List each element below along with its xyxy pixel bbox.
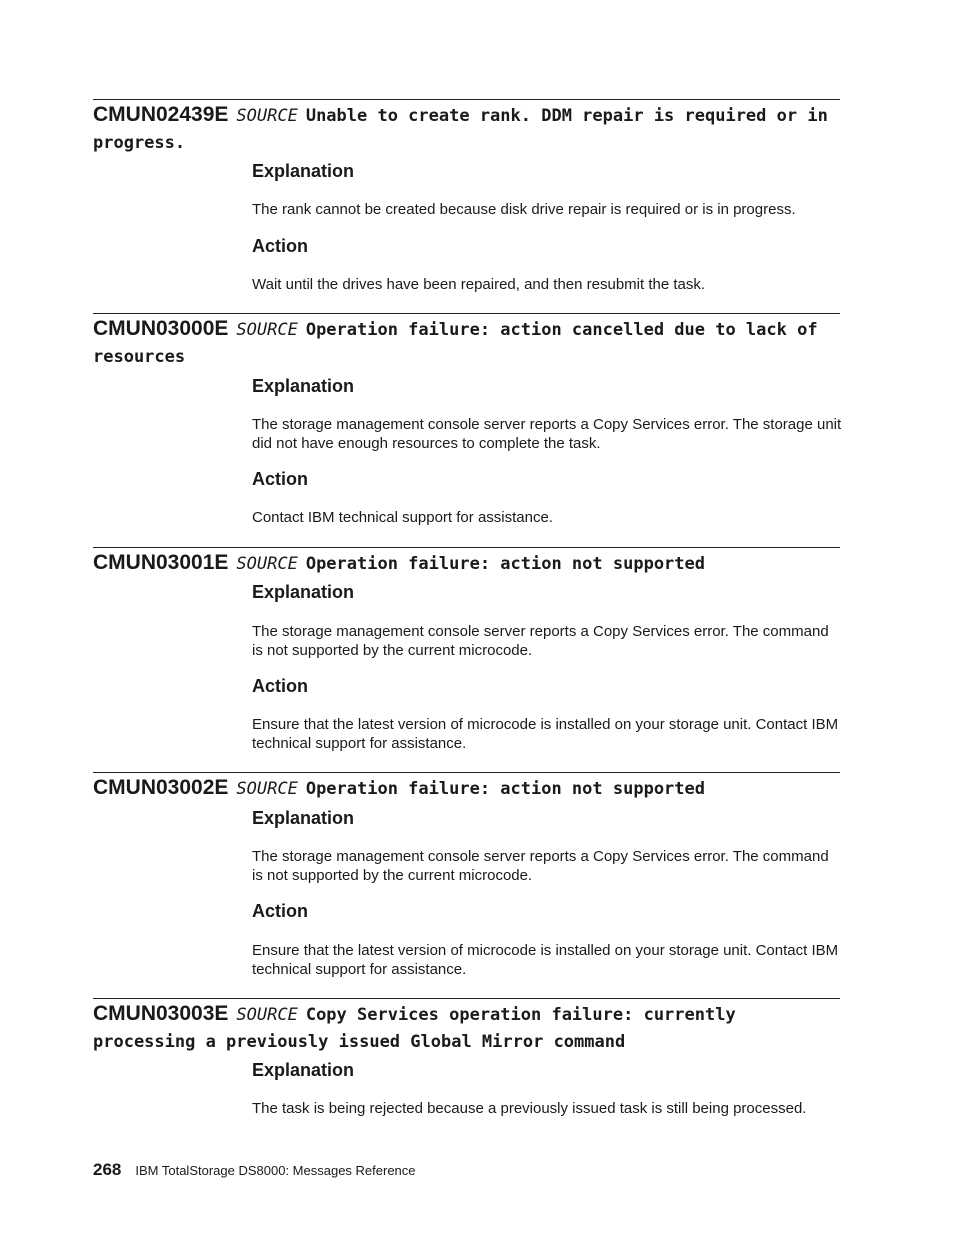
message-source: SOURCE <box>236 320 298 340</box>
message-cmun02439e-heading <box>93 99 840 156</box>
page-footer <box>93 1160 416 1180</box>
explanation-section <box>252 1059 842 1081</box>
message-cmun03000e-heading <box>93 313 840 370</box>
message-title <box>93 999 840 1055</box>
explanation-heading: Explanation <box>252 1060 355 1080</box>
action-heading: Action <box>252 901 308 921</box>
action-heading: Action <box>252 469 308 489</box>
action-text: Ensure that the latest version of microcode is installed on your storage unit. Contact IBM technical support for assistance. <box>252 716 839 752</box>
explanation-body <box>252 1099 842 1118</box>
action-section <box>252 235 842 257</box>
action-text: Wait until the drives have been repaired, and then resubmit the task. <box>252 276 706 293</box>
message-id: CMUN03000E <box>93 317 229 340</box>
message-cmun03003e-heading <box>93 998 840 1055</box>
explanation-body <box>252 415 842 453</box>
message-cmun03002e-heading <box>93 772 840 802</box>
action-heading: Action <box>252 236 308 256</box>
message-cmun03001e-heading <box>93 547 840 577</box>
explanation-body <box>252 200 842 219</box>
explanation-heading: Explanation <box>252 376 355 396</box>
action-section <box>252 468 842 490</box>
explanation-body <box>252 622 842 660</box>
explanation-text: The storage management console server reports a Copy Services error. The storage unit did not have enough resources to complete the task. <box>252 416 842 452</box>
message-text: Operation failure: action not supported <box>305 554 705 574</box>
explanation-body <box>252 847 842 885</box>
explanation-section <box>252 160 842 182</box>
message-id: CMUN03003E <box>93 1002 229 1025</box>
action-section <box>252 900 842 922</box>
message-source: SOURCE <box>236 554 298 574</box>
explanation-text: The storage management console server reports a Copy Services error. The command is not supported by the current microcode. <box>252 623 829 659</box>
explanation-heading: Explanation <box>252 161 355 181</box>
action-body <box>252 715 842 753</box>
message-text: Unable to create rank. DDM repair is required or in progress. <box>93 106 828 153</box>
action-text: Contact IBM technical support for assistance. <box>252 509 553 526</box>
message-title <box>93 314 840 370</box>
message-id: CMUN03002E <box>93 776 229 799</box>
action-section <box>252 675 842 697</box>
message-title <box>93 548 840 577</box>
action-text: Ensure that the latest version of microcode is installed on your storage unit. Contact IBM technical support for assistance. <box>252 942 839 978</box>
message-id: CMUN02439E <box>93 103 229 126</box>
action-heading: Action <box>252 676 308 696</box>
action-body <box>252 508 842 527</box>
page-number: 268 <box>93 1160 122 1179</box>
explanation-text: The task is being rejected because a previously issued task is still being processed. <box>252 1100 807 1117</box>
message-source: SOURCE <box>236 779 298 799</box>
action-body <box>252 941 842 979</box>
book-title: IBM TotalStorage DS8000: Messages Reference <box>135 1163 416 1178</box>
message-title <box>93 773 840 802</box>
message-source: SOURCE <box>236 106 298 126</box>
explanation-text: The storage management console server reports a Copy Services error. The command is not supported by the current microcode. <box>252 848 829 884</box>
message-text: Operation failure: action cancelled due to lack of resources <box>93 320 818 367</box>
explanation-heading: Explanation <box>252 582 355 602</box>
explanation-heading: Explanation <box>252 808 355 828</box>
message-source: SOURCE <box>236 1005 298 1025</box>
message-text: Operation failure: action not supported <box>305 779 705 799</box>
message-id: CMUN03001E <box>93 551 229 574</box>
explanation-section <box>252 375 842 397</box>
explanation-section <box>252 581 842 603</box>
message-text: Copy Services operation failure: currently processing a previously issued Global Mirror command <box>93 1005 736 1052</box>
explanation-section <box>252 807 842 829</box>
action-body <box>252 275 842 294</box>
explanation-text: The rank cannot be created because disk drive repair is required or is in progress. <box>252 201 796 218</box>
message-title <box>93 100 840 156</box>
